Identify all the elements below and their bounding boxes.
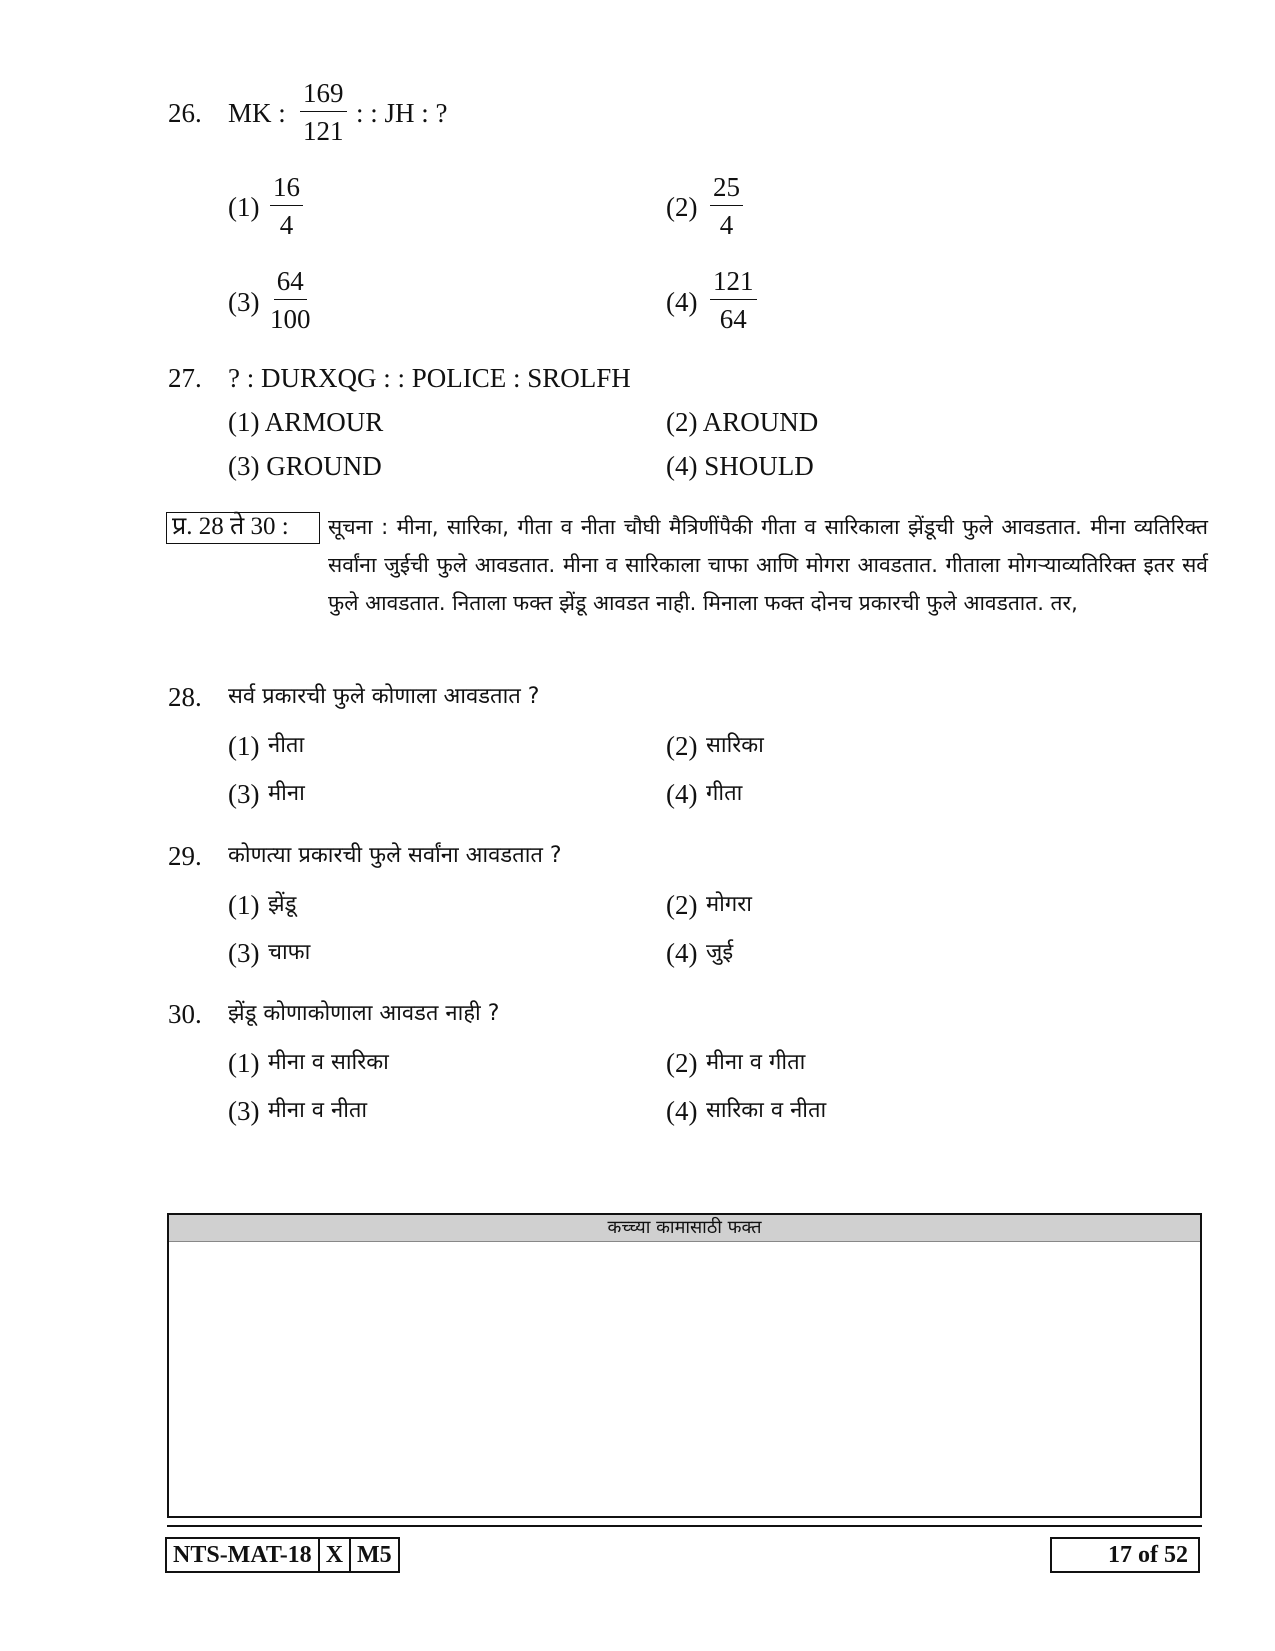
- option-1-label: (1): [228, 192, 260, 222]
- option-1: (1) ARMOUR: [228, 407, 384, 437]
- option-2-text: मोगरा: [706, 892, 752, 917]
- option-4-text: गीता: [706, 781, 743, 806]
- option-2-fraction: [710, 172, 743, 240]
- option-4-label: (4): [666, 938, 698, 968]
- question-fraction: [300, 78, 347, 146]
- notice-label-box: प्र. 28 ते 30 :: [166, 512, 320, 544]
- option-3-label: (3): [228, 1096, 260, 1126]
- fraction-denominator: 4: [279, 210, 294, 240]
- option-1-label: (1): [228, 1048, 260, 1078]
- option-1-text: मीना व सारिका: [268, 1050, 389, 1075]
- notice-text: सूचना : मीना, सारिका, गीता व नीता चौघी मैत्रिणींपैकी गीता व सारिकाला झेंडूची फुले आवडतात. मीना व्यतिरिक्त सर्वांना जुईची फुले आवडतात. मीना व सारिकाला चाफा आणि मोगरा आवडतात. गीताला मोगऱ्याव्यतिरिक्त इतर सर्व फुले आवडतात. निताला फक्त झेंडू आवडत नाही. मिनाला फक्त दोनच प्रकारची फुले आवडतात. तर,: [328, 515, 1208, 615]
- rough-work-box: [167, 1213, 1202, 1518]
- option-4-label: (4): [666, 779, 698, 809]
- option-2: (2) AROUND: [666, 407, 819, 437]
- paper-code-box: [165, 1537, 400, 1573]
- fraction-denominator: 121: [303, 116, 344, 146]
- fraction-numerator: 25: [710, 172, 743, 206]
- question-text: सर्व प्रकारची फुले कोणाला आवडतात ?: [228, 684, 540, 709]
- option-2-label: (2): [666, 890, 698, 920]
- fraction-numerator: 169: [300, 78, 347, 112]
- question-lhs: MK :: [228, 98, 286, 128]
- fraction-denominator: 4: [719, 210, 734, 240]
- question-text: कोणत्या प्रकारची फुले सर्वांना आवडतात ?: [228, 843, 562, 868]
- fraction-denominator: 64: [719, 304, 747, 334]
- option-4-fraction: [710, 266, 757, 334]
- page-number: 17 of 52: [1050, 1537, 1200, 1573]
- fraction-numerator: 16: [270, 172, 303, 206]
- question-number: 28.: [168, 682, 202, 712]
- question-number: 29.: [168, 841, 202, 871]
- option-1-label: (1): [228, 731, 260, 761]
- option-3-label: (3): [228, 938, 260, 968]
- option-4-text: जुई: [706, 940, 734, 965]
- option-4: (4) SHOULD: [666, 451, 814, 481]
- option-4-text: सारिका व नीता: [706, 1098, 827, 1123]
- question-number: 30.: [168, 999, 202, 1029]
- fraction-denominator: 100: [270, 304, 311, 334]
- standard-code: X: [320, 1539, 351, 1571]
- question-rhs: : : JH : ?: [356, 98, 448, 128]
- fraction-numerator: 64: [274, 266, 307, 300]
- option-2-text: सारिका: [706, 733, 764, 758]
- option-2-label: (2): [666, 1048, 698, 1078]
- option-1-text: नीता: [268, 733, 305, 758]
- option-3-label: (3): [228, 287, 260, 317]
- option-3-text: चाफा: [268, 940, 311, 965]
- option-2-text: मीना व गीता: [706, 1050, 806, 1075]
- option-2-label: (2): [666, 731, 698, 761]
- option-3-fraction: [270, 266, 311, 334]
- option-1-label: (1): [228, 890, 260, 920]
- option-3: (3) GROUND: [228, 451, 382, 481]
- option-1-fraction: [270, 172, 303, 240]
- option-3-label: (3): [228, 779, 260, 809]
- medium-code: M5: [357, 1542, 392, 1568]
- question-text: झेंडू कोणाकोणाला आवडत नाही ?: [228, 1001, 500, 1026]
- option-3-text: मीना: [268, 781, 305, 806]
- question-number: 26.: [168, 98, 202, 128]
- option-2-label: (2): [666, 192, 698, 222]
- option-4-label: (4): [666, 287, 698, 317]
- footer-divider: [167, 1525, 1202, 1527]
- rough-work-heading: कच्च्या कामासाठी फक्त: [169, 1215, 1200, 1242]
- option-3-text: मीना व नीता: [268, 1098, 368, 1123]
- fraction-numerator: 121: [710, 266, 757, 300]
- question-number: 27.: [168, 363, 202, 393]
- option-1-text: झेंडू: [268, 892, 297, 917]
- option-4-label: (4): [666, 1096, 698, 1126]
- question-text: ? : DURXQG : : POLICE : SROLFH: [228, 363, 631, 393]
- paper-code: NTS-MAT-18: [167, 1539, 320, 1571]
